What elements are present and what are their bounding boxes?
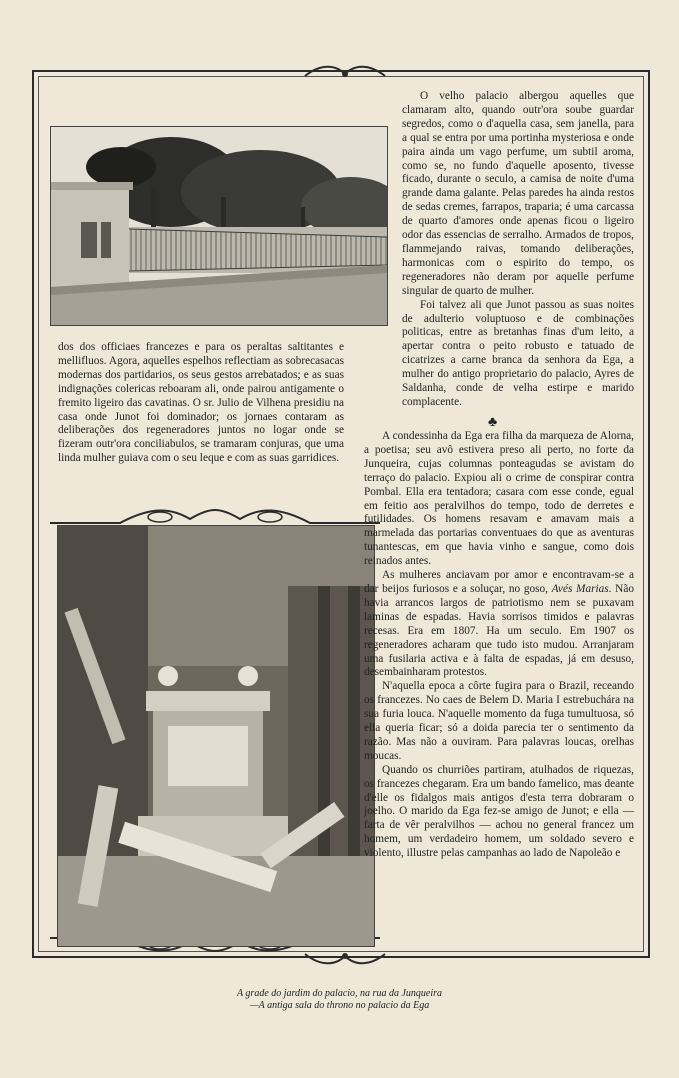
left-column xyxy=(58,341,344,466)
left-paragraph: dos dos officiaes francezes e para os peraltas saltitantes e mellifluos. Agora, aquelles espelhos reflectiam as sobrecasacas modernas dos partidarios, os seus gestos arrebatados; e as suas indignações colericas reboaram ali, onde pairou antigamente o fremito ligeiro das cavatinas. O sr. Julio de Vilhena presidiu na casa onde Junot foi dominador; os jornaes contaram as deliberações dos regeneradores juntos no logar onde se fizeram outr'ora conciliabulos, se tramaram conjuras, que uma linda mulher guiava com o seu leque e com as suas garridices. xyxy=(58,341,344,465)
churrioes-paragraph: Quando os churriões partiram, atulhados de riquezas, os francezes chegaram. Era um bando famelico, mas deante d'elle os fidalgos mais antigos d'esta terra dobraram o joelho. O marido da Ega fez-se amigo de Junot; e ella — farta de vêr peralvilhos — achou no general francez um homem, um verdadeiro homem, um soldado severo e violento, illustre pelas campanhas ao lado de Napoleão e xyxy=(364,763,634,860)
mulheres-paragraph xyxy=(364,569,634,680)
right-top-paragraph: O velho palacio albergou aquelles que clamaram alto, quando outr'ora soube guardar segredos, como o d'aquella casa, sem janella, para a qual se entra por uma portinha mysteriosa e onde paira ainda um vago perfume, um subtil aroma, como se, no fundo d'aquelle aposento, tivesse ficado, durante o seculo, a camisa de noite d'uma grande dama galante. Pelas paredes ha ainda restos de sedas cremes, farrapos, traparia; é uma carcassa de quarto d'amores onde apenas ficou o ligeiro odor das essencias de serralho. Armados de tropos, flammejando raivas, tomando deliberações, harmonicas com o espirito do tempo, os regeneradores não deram por aquelle perfume singular de quarto de mulher. xyxy=(402,90,634,297)
mulheres-text-a: As mulheres anciavam por amor e encontravam-se a dar beijos furiosos e a soluçar, no goso, xyxy=(364,569,634,595)
caption-line-2: —A antiga sala do throno no palacio da Ega xyxy=(249,1000,430,1011)
right-top-column xyxy=(402,90,634,410)
right-bottom-column xyxy=(364,430,634,861)
mulheres-text-b: . Não havia arrancos largos de patriotismo nem se puxavam laminas de espadas. Havia sorrisos timidos e palavras recesas. Era em 1807. Ha um seculo. Em 1907 os regeneradores acharam que tudo isto mudou. Arranjaram uma fusilaria activa e à falta de espadas, já em desuso, desembainharam protestos. xyxy=(364,582,634,679)
ave-marias-italic: Avés Marias xyxy=(551,582,609,595)
condessinha-paragraph: A condessinha da Ega era filha da marqueza de Alorna, a poetisa; seu avô estivera preso ali perto, no forte da Junqueira, cujas columnas ponteagudas se avistam do terraço do palacio. Expiou ali o crime de conspirar contra Pombal. Ella era tentadora; casara com esse conde, egual em feitio aos peralvilhos do tempo, todo de derretes e futilidades. Os homens resavam e amavam mais a marmelada das portarias conventuaes do que as aventuras tunantescas, em que havia vinho e sangue, como dois reinados antes. xyxy=(364,430,634,568)
corte-paragraph: N'aquella epoca a côrte fugira para o Brazil, receando os francezes. No caes de Belem D. Maria I estrebuchára na sua furia louca. N'aquelle momento da fuga tumultuosa, só ella queria ficar; só a doida parecia ter o sentimento da razão. Mas não a ouviram. Para palavras loucas, orelhas moucas. xyxy=(364,680,634,762)
top-ornament xyxy=(300,62,390,84)
caption-line-1: A grade do jardim do palacio, na rua da Junqueira xyxy=(237,988,442,999)
throne-room-photo xyxy=(57,525,375,947)
garden-railing-photo xyxy=(50,126,388,326)
junot-paragraph: Foi talvez ali que Junot passou as suas noites de adulterio voluptuoso e de combinações politicas, entre as bretanhas finas d'um leito, a apertar contra o peito robusto e tatuado de cicatrizes a carne branca da senhora da Ega, a mulher do antigo proprietario do palacio, Ayres de Saldanha, conde de velha estirpe e marido complacente. xyxy=(402,298,634,408)
fleuron-icon: ♣ xyxy=(488,415,498,430)
photo-caption xyxy=(0,988,679,1012)
